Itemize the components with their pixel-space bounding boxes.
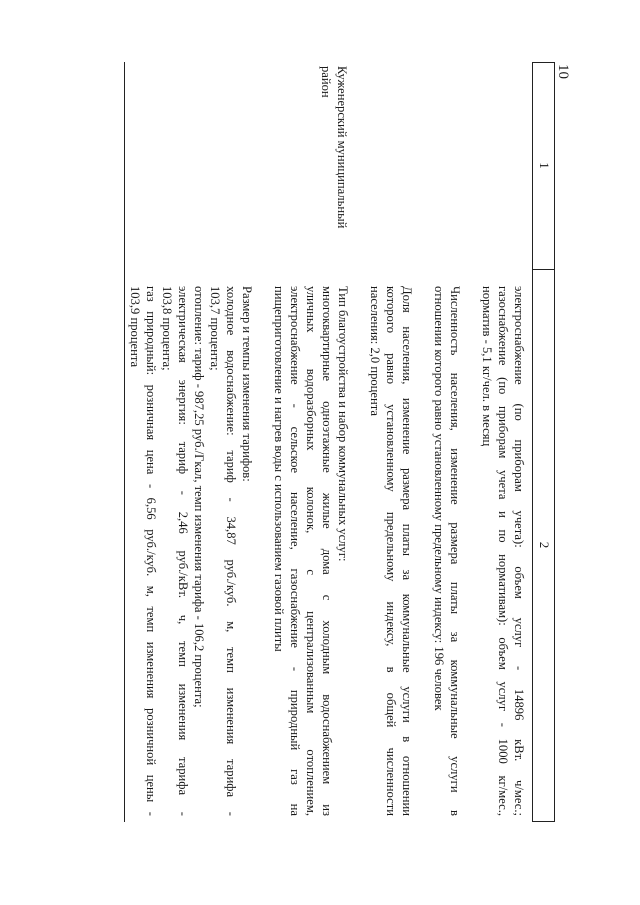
text-line: электроснабжение (по приборам учета): объем услуг - 14896 кВт. ч/мес.; (512, 286, 526, 816)
text-line: многоквартирные одноэтажные жилые дома с холодным водоснабжением из (320, 286, 334, 816)
column-header-2: 2 (537, 541, 552, 549)
text-line: пищеприготовление и нагрев воды с использованием газовой плиты (272, 286, 286, 652)
population-share-block (367, 286, 415, 816)
text-line: населения: 2,0 процента (368, 286, 382, 416)
text-line: 103,9 процента (128, 286, 142, 368)
text-line: отопление: тариф - 987,25 руб./Гкал, темп изменения тарифа - 106,2 процента; (192, 286, 206, 708)
table-top-rule (554, 62, 555, 822)
column-header-1: 1 (537, 162, 552, 169)
text-line: 103,8 процента; (160, 286, 174, 371)
table-right-border (533, 821, 555, 822)
text-line: электрическая энергия: тариф - 2,46 руб./кВт. ч, темп изменения тарифа - (176, 286, 190, 816)
text-line: холодное водоснабжение: тариф - 34,87 руб./куб. м, темп изменения тарифа - (224, 286, 238, 816)
text-line: уличных водоразборных колонок, с централизованным отоплением, (304, 286, 318, 816)
page-number: 10 (555, 64, 571, 79)
rotated-table-region (125, 62, 555, 822)
data-table (125, 62, 555, 822)
text-line: Доля населения, изменение размера платы за коммунальные услуги в отношении (400, 286, 414, 816)
population-count-block (431, 286, 463, 816)
row-label-line: район (319, 66, 333, 98)
text-line: отношении которого равно установленному предельному индексу: 196 человек (432, 286, 446, 711)
text-line: 103,7 процента; (208, 286, 222, 371)
tariffs-block (127, 286, 255, 816)
text-line: норматив - 5,1 кг/чел. в месяц (480, 286, 494, 447)
row-label-line: Куженерский муниципальный (335, 66, 349, 229)
text-line: электроснабжение - сельское население, газоснабжение - природный газ на (288, 286, 302, 816)
text-line: Численность населения, изменение размера платы за коммунальные услуги в (448, 286, 462, 816)
table-header-rule (532, 62, 533, 822)
housing-type-block (271, 286, 351, 816)
row-label-cell (318, 66, 350, 266)
text-line: Размер и темпы изменения тарифов: (240, 286, 254, 482)
text-line: которого равно установленному предельному индексу, в общей численности (384, 286, 398, 816)
consumption-block (479, 286, 527, 816)
text-line: газоснабжение (по приборам учета и по нормативам): объем услуг - 1000 кг/мес., (496, 286, 510, 816)
text-line: газ природный: розничная цена - 6,56 руб./куб. м, темп изменения розничной цены - (144, 286, 158, 816)
text-line: Тип благоустройства и набор коммунальных услуг: (336, 286, 350, 562)
description-cell (111, 286, 527, 816)
